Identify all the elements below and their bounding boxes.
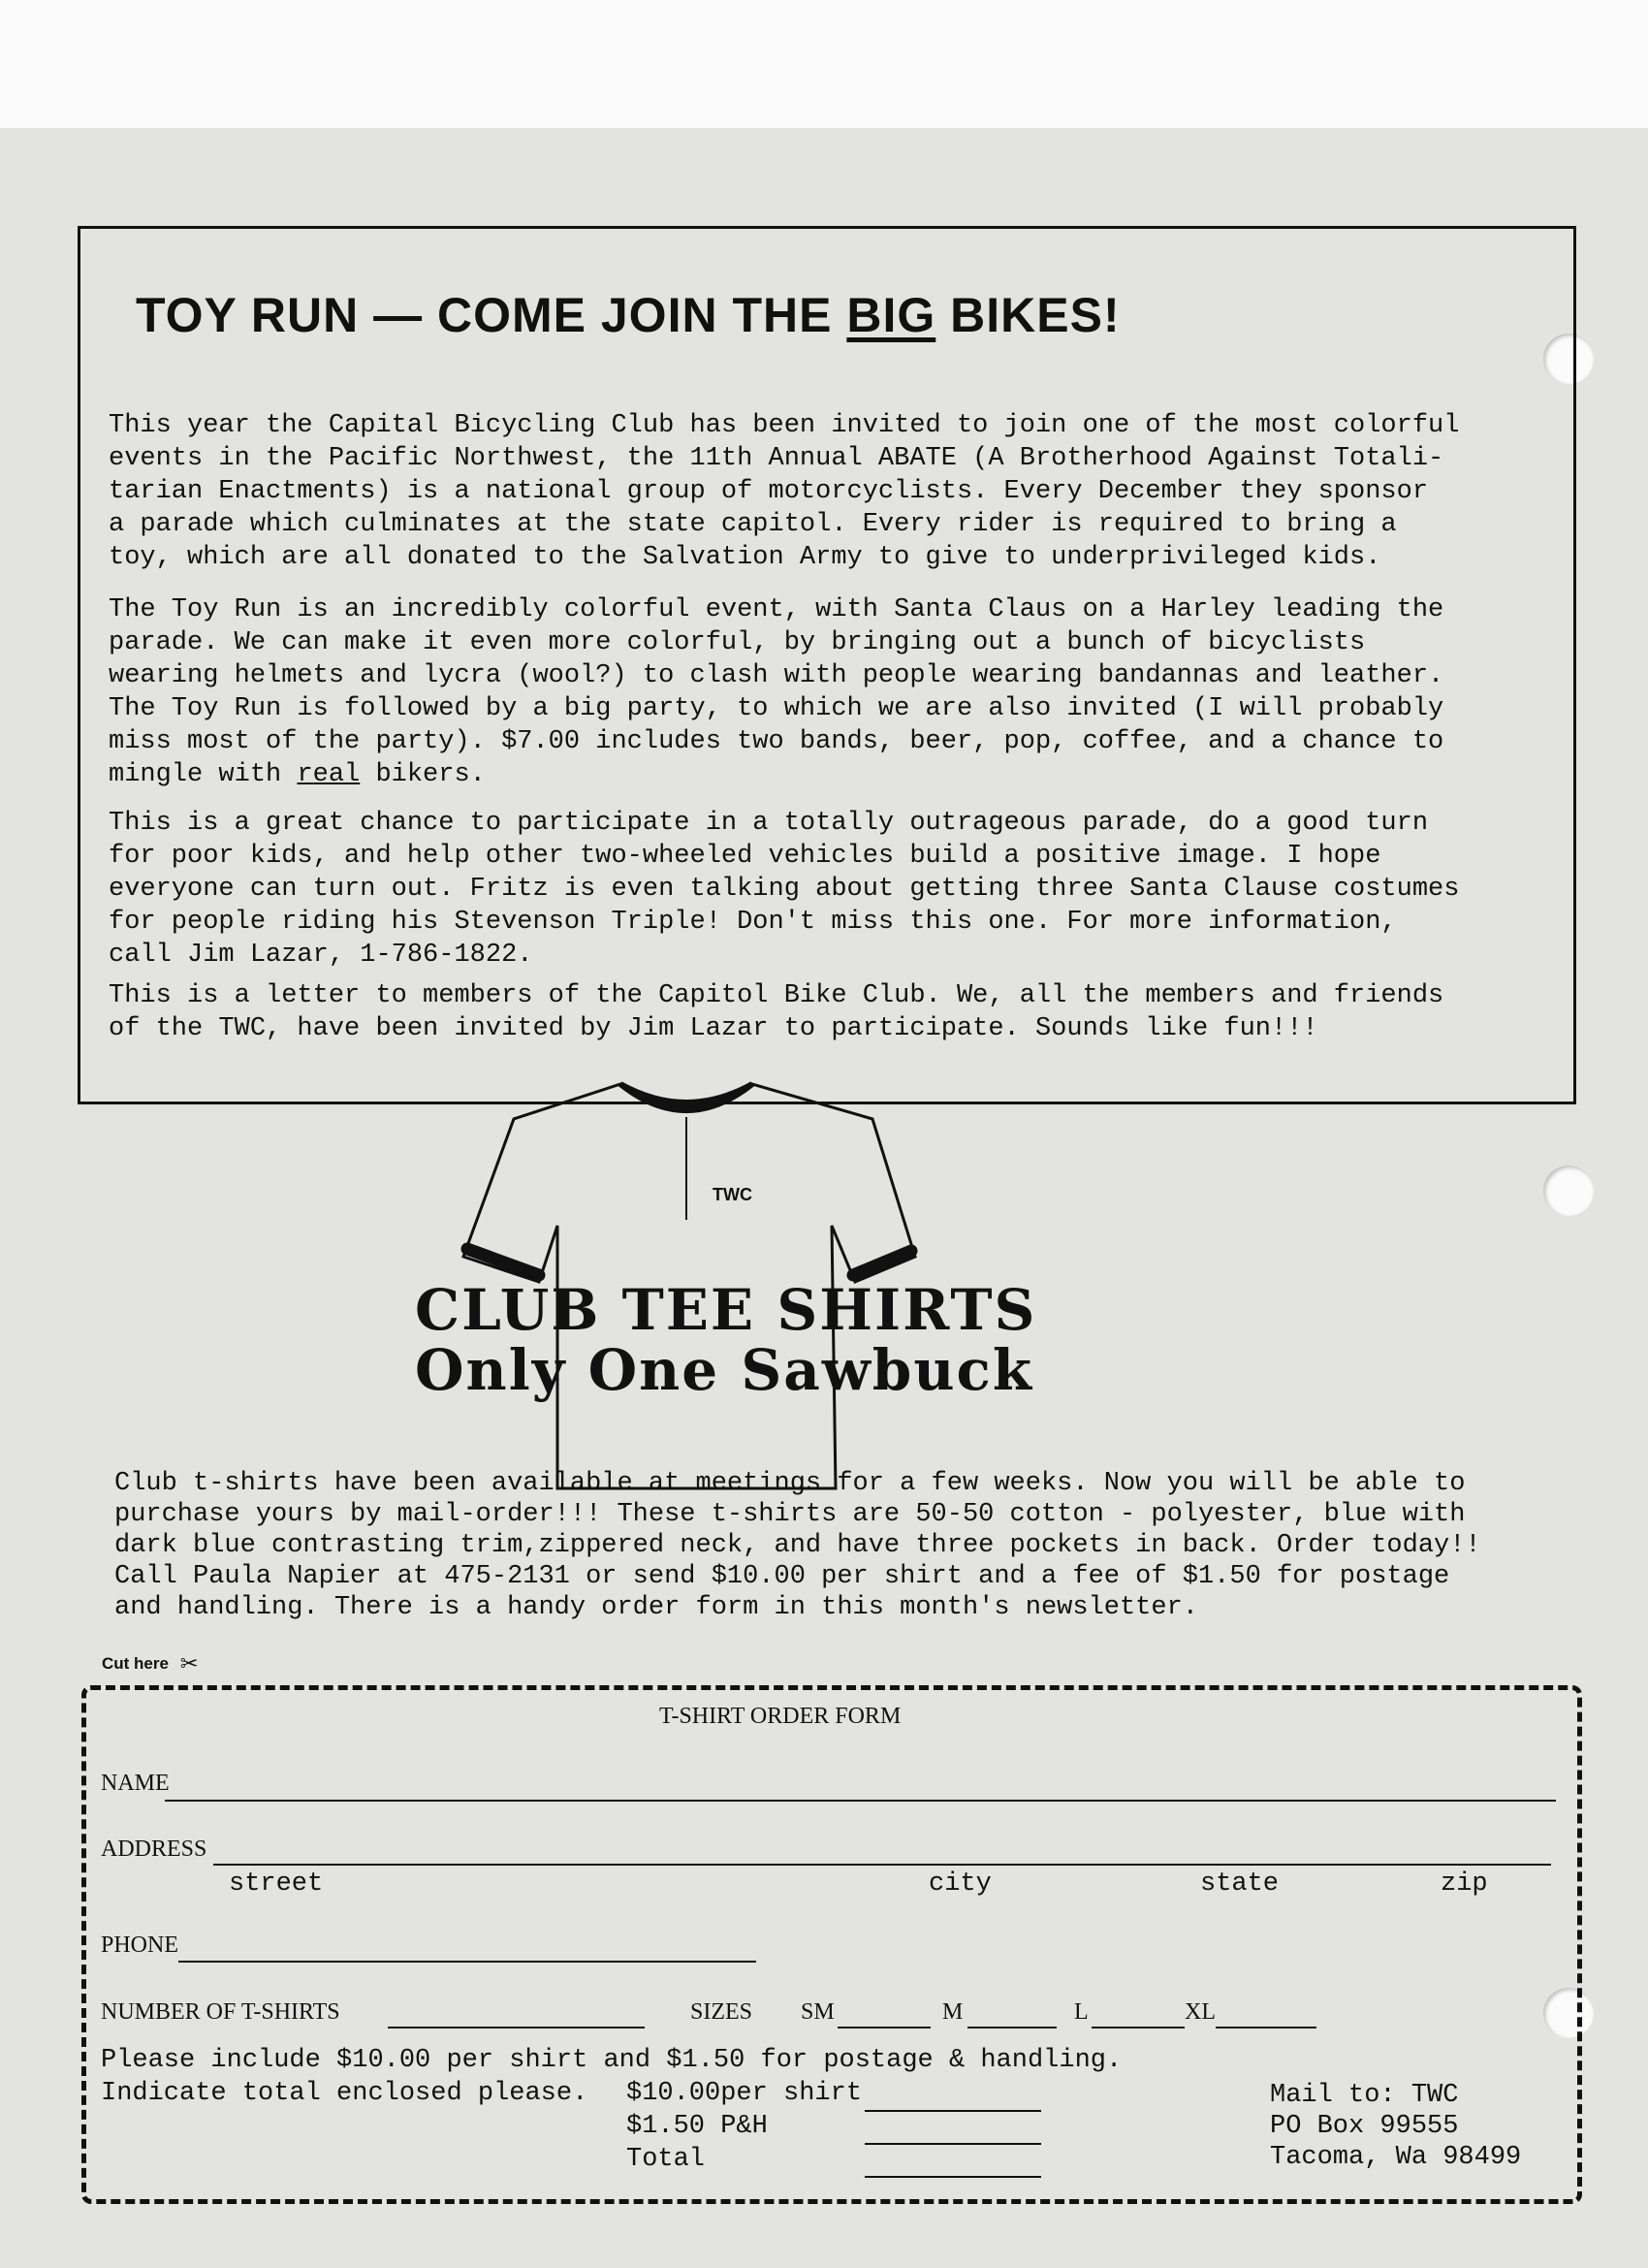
mail-to-line-1: Mail to: TWC xyxy=(1270,2081,1459,2110)
include-note: Please include $10.00 per shirt and $1.50 for postage & handling. xyxy=(101,2046,1123,2075)
pandh-field[interactable] xyxy=(865,2143,1041,2145)
toy-run-paragraph-1: This year the Capital Bicycling Club has been invited to join one of the most colorful events in the Pacific Northwest, the 11th Annual ABATE (A Brotherhood Against Totali- tarian Enactments) is a national group of motorcyclists. Every December they sponsor a parade which culminates at the state capitol. Every rider is required to bring a toy, which are all donated to the Salvation Army to give to underprivileged kids. xyxy=(109,411,1460,572)
number-of-shirts-field[interactable] xyxy=(388,2027,645,2028)
street-caption: street xyxy=(229,1869,324,1899)
per-shirt-label: $10.00per shirt xyxy=(626,2079,863,2108)
scan-background xyxy=(0,0,1648,128)
toy-run-paragraph-2: The Toy Run is an incredibly colorful event, with Santa Claus on a Harley leading the parade. We can make it even more colorful, by bringing out a bunch of bicyclists wearing helmets and lycra (wool?) to clash with people wearing bandannas and leather. The Toy Run is followed by a big party, to which we are also invited (I will probably miss most of the party). $7.00 includes two bands, beer, pop, coffee, and a chance to mingle with real bikers. xyxy=(109,595,1444,789)
number-of-shirts-label: NUMBER OF T-SHIRTS xyxy=(101,1999,340,2025)
pandh-label: $1.50 P&H xyxy=(626,2112,768,2141)
toy-run-paragraph-4: This is a letter to members of the Capitol Bike Club. We, all the members and friends of the TWC, have been invited by Jim Lazar to participate. Sounds like fun!!! xyxy=(109,981,1444,1043)
sizes-label: SIZES xyxy=(690,1999,753,2025)
address-field[interactable] xyxy=(213,1864,1551,1866)
punch-hole xyxy=(1543,1166,1594,1216)
order-form-title: T-SHIRT ORDER FORM xyxy=(659,1704,902,1729)
size-xl-label: XL xyxy=(1185,1999,1216,2025)
mail-to-line-2: PO Box 99555 xyxy=(1270,2112,1459,2141)
shirt-logo: TWC xyxy=(713,1185,752,1204)
toy-run-paragraph-3: This is a great chance to participate in a totally outrageous parade, do a good turn for poor kids, and help other two-wheeled vehicles build a positive image. I hope everyone can turn out. Fritz is even talking about getting three Santa Clause costumes for people riding his Stevenson Triple! Don't miss this one. For more information, call Jim Lazar, 1-786-1822. xyxy=(109,809,1460,970)
size-l-field[interactable] xyxy=(1092,2027,1185,2028)
toy-run-headline: TOY RUN — COME JOIN THE BIG BIKES! xyxy=(136,288,1121,342)
scissors-icon: ✂ xyxy=(180,1649,199,1682)
size-xl-field[interactable] xyxy=(1216,2027,1316,2028)
name-label: NAME xyxy=(101,1771,170,1796)
tee-shirt-title: CLUB TEE SHIRTS Only One Sawbuck xyxy=(415,1277,1037,1403)
mail-to-line-3: Tacoma, Wa 98499 xyxy=(1270,2143,1522,2172)
cut-here-label: Cut here xyxy=(102,1654,169,1673)
size-m-label: M xyxy=(942,1999,964,2025)
indicate-note: Indicate total enclosed please. xyxy=(101,2079,588,2108)
state-caption: state xyxy=(1200,1869,1280,1899)
address-label: ADDRESS xyxy=(101,1837,207,1862)
zip-caption: zip xyxy=(1441,1869,1488,1899)
size-l-label: L xyxy=(1074,1999,1089,2025)
phone-label: PHONE xyxy=(101,1933,179,1958)
headline-big-word: BIG xyxy=(846,288,936,342)
size-sm-field[interactable] xyxy=(838,2027,931,2028)
city-caption: city xyxy=(929,1869,992,1899)
size-sm-label: SM xyxy=(801,1999,835,2025)
per-shirt-field[interactable] xyxy=(865,2110,1041,2112)
size-m-field[interactable] xyxy=(967,2027,1057,2028)
tee-shirt-paragraph: Club t-shirts have been available at meetings for a few weeks. Now you will be able to purchase yours by mail-order!!! These t-shirts are 50-50 cotton - polyester, blue with dark blue contrasting trim,zippered neck, and have three pockets in back. Order today!! Call Paula Napier at 475-2131 or send $10.00 per shirt and a fee of $1.50 for postage and handling. There is a handy order form in this month's newsletter. xyxy=(114,1469,1481,1622)
name-field[interactable] xyxy=(165,1800,1556,1802)
total-field[interactable] xyxy=(865,2176,1041,2178)
total-label: Total xyxy=(626,2145,706,2174)
phone-field[interactable] xyxy=(178,1961,756,1963)
